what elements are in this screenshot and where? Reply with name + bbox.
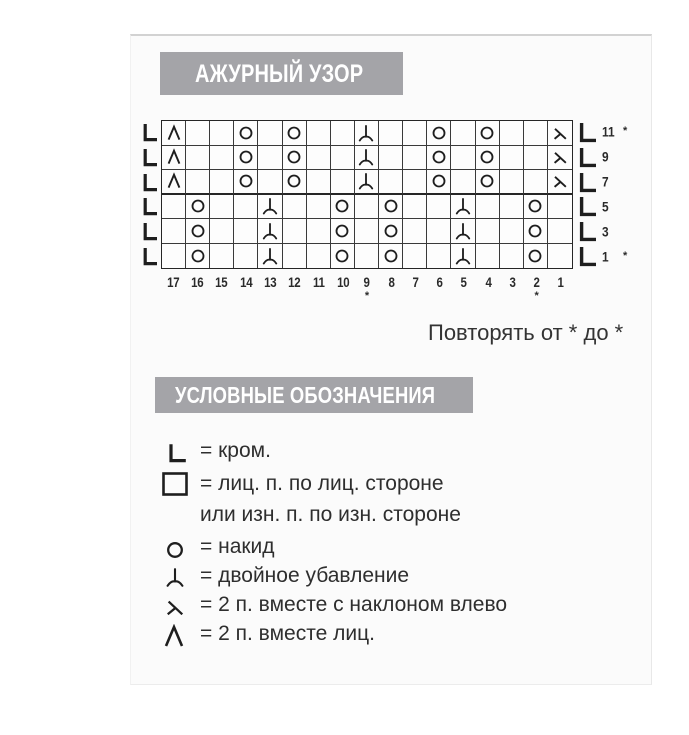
yarn-over-icon — [236, 171, 256, 191]
column-number — [234, 274, 258, 304]
chart-cell — [500, 146, 524, 171]
chart-cell — [186, 121, 210, 146]
chart-cell — [548, 219, 572, 244]
column-number-text: 14 — [239, 275, 252, 290]
yarn-over-icon — [525, 196, 545, 216]
row-label — [578, 120, 648, 145]
column-number — [525, 274, 549, 304]
edge-stitch-icon — [142, 222, 158, 241]
chart-cell — [524, 195, 548, 220]
row-edge-left — [142, 120, 160, 145]
chart-cell — [162, 244, 186, 269]
column-number-text: 11 — [312, 275, 325, 290]
chart-cell — [427, 195, 451, 220]
edge-stitch-icon — [578, 147, 597, 168]
chart-cell — [524, 170, 548, 195]
chart-cell — [403, 121, 427, 146]
ssk-icon — [164, 597, 186, 617]
column-number-text: 13 — [263, 275, 277, 290]
column-number-text: 9 — [363, 275, 371, 290]
double-decrease-icon — [356, 123, 376, 143]
edge-stitch-icon — [142, 173, 158, 192]
legend-title-banner — [155, 377, 473, 413]
chart-cell — [403, 244, 427, 269]
row-number: 3 — [602, 223, 609, 240]
legend-text-k2tog: = 2 п. вместе лиц. — [200, 622, 375, 645]
row-number: 1 — [602, 248, 609, 265]
row-edge-left — [142, 219, 160, 244]
chart-cell — [234, 146, 258, 171]
column-number-text: 2 — [533, 275, 540, 290]
chart-cell — [331, 244, 355, 269]
pattern-title: АЖУРНЫЙ УЗОР — [195, 60, 364, 88]
chart-cell — [476, 219, 500, 244]
column-number — [355, 274, 379, 304]
chart-cell — [548, 121, 572, 146]
chart-cell — [355, 219, 379, 244]
yarn-over-icon — [477, 123, 497, 143]
chart-cell — [548, 146, 572, 171]
yarn-over-icon — [525, 221, 545, 241]
chart-cell — [234, 219, 258, 244]
column-number-text: 4 — [485, 275, 492, 290]
chart-cell — [186, 219, 210, 244]
row-label — [578, 170, 648, 195]
chart-cell — [355, 195, 379, 220]
chart-cell — [186, 170, 210, 195]
chart-cell — [258, 219, 282, 244]
chart-cell — [210, 244, 234, 269]
row-edge-left — [142, 244, 160, 269]
chart-cell — [548, 195, 572, 220]
chart-cell — [355, 121, 379, 146]
column-number-text: 15 — [215, 275, 228, 290]
column-number — [306, 274, 330, 304]
chart-cell — [162, 146, 186, 171]
yarn-over-icon — [429, 171, 449, 191]
chart-cell — [524, 146, 548, 171]
chart-cell — [427, 219, 451, 244]
chart-cell — [283, 121, 307, 146]
column-number — [258, 274, 282, 304]
row-edge-left — [142, 194, 160, 219]
column-numbers — [161, 274, 573, 304]
right-row-labels — [578, 120, 648, 269]
chart-cell — [307, 170, 331, 195]
legend-text-yarn-over: = накид — [200, 535, 275, 558]
legend-text-ssk: = 2 п. вместе с наклоном влево — [200, 593, 508, 616]
yarn-over-icon — [332, 246, 352, 266]
chart-cell — [283, 195, 307, 220]
chart-cell — [307, 121, 331, 146]
chart-cell — [162, 219, 186, 244]
yarn-over-icon — [381, 196, 401, 216]
repeat-star: * — [623, 249, 628, 262]
chart-cell — [210, 146, 234, 171]
chart-cell — [258, 146, 282, 171]
yarn-over-icon — [381, 246, 401, 266]
chart-cell — [403, 195, 427, 220]
chart-cell — [234, 244, 258, 269]
double-decrease-icon — [453, 196, 473, 216]
legend-text-double-decrease: = двойное убавление — [200, 564, 410, 587]
knit-square-icon — [162, 472, 188, 496]
repeat-star: * — [623, 125, 628, 138]
yarn-over-icon — [188, 221, 208, 241]
chart-cell — [331, 219, 355, 244]
chart-cell — [403, 170, 427, 195]
edge-stitch-icon — [578, 172, 597, 193]
column-number-text: 10 — [336, 275, 349, 290]
chart-cell — [403, 146, 427, 171]
chart-cell — [210, 195, 234, 220]
edge-stitch-icon — [142, 123, 158, 142]
chart-cell — [451, 195, 475, 220]
column-number-text: 5 — [460, 275, 467, 290]
chart-cell — [258, 121, 282, 146]
chart-cell — [427, 170, 451, 195]
chart-cell — [379, 219, 403, 244]
chart-cell — [210, 219, 234, 244]
chart-cell — [355, 146, 379, 171]
chart-cell — [379, 244, 403, 269]
chart-cell — [162, 170, 186, 195]
chart-cell — [379, 170, 403, 195]
chart-cell — [524, 121, 548, 146]
chart-cell — [476, 195, 500, 220]
chart-cell — [234, 195, 258, 220]
ssk-icon — [550, 171, 570, 191]
chart-cell — [234, 170, 258, 195]
column-number-text: 1 — [557, 275, 564, 290]
column-number-text: 17 — [166, 275, 180, 290]
double-decrease-icon — [260, 221, 280, 241]
row-label — [578, 194, 648, 219]
column-number — [403, 274, 427, 304]
chart-cell — [427, 121, 451, 146]
row-label — [578, 219, 648, 244]
chart-cell — [162, 195, 186, 220]
double-decrease-icon — [260, 196, 280, 216]
chart-cell — [500, 170, 524, 195]
chart-cell — [331, 121, 355, 146]
legend-title: УСЛОВНЫЕ ОБОЗНАЧЕНИЯ — [175, 382, 436, 408]
yarn-over-icon — [284, 123, 304, 143]
repeat-star: * — [364, 290, 370, 302]
k2tog-icon — [164, 147, 184, 167]
column-number — [476, 274, 500, 304]
column-number — [500, 274, 524, 304]
edge-stitch-icon — [578, 246, 597, 267]
yarn-over-icon — [188, 196, 208, 216]
chart-cell — [186, 195, 210, 220]
chart-cell — [451, 121, 475, 146]
chart-cell — [283, 146, 307, 171]
yarn-over-icon — [236, 123, 256, 143]
yarn-over-icon — [429, 147, 449, 167]
double-decrease-icon — [453, 221, 473, 241]
yarn-over-icon — [165, 540, 185, 560]
row-number: 9 — [602, 148, 609, 165]
column-number — [282, 274, 306, 304]
k2tog-icon — [164, 171, 184, 191]
chart-cell — [186, 244, 210, 269]
chart-cell — [379, 146, 403, 171]
chart-cell — [210, 170, 234, 195]
legend-text-knit: = лиц. п. по лиц. стороне — [200, 472, 444, 495]
chart-cell — [258, 170, 282, 195]
column-number-text: 16 — [191, 275, 204, 290]
chart-cell — [476, 244, 500, 269]
chart-cell — [258, 244, 282, 269]
chart-grid — [161, 120, 573, 269]
yarn-over-icon — [477, 147, 497, 167]
yarn-over-icon — [284, 147, 304, 167]
column-number — [161, 274, 185, 304]
yarn-over-icon — [429, 123, 449, 143]
chart-cell — [307, 146, 331, 171]
chart-cell — [307, 219, 331, 244]
column-number — [428, 274, 452, 304]
chart-cell — [500, 195, 524, 220]
edge-stitch-icon — [578, 196, 597, 217]
chart-cell — [283, 219, 307, 244]
column-number-text: 7 — [412, 275, 419, 290]
chart-cell — [403, 219, 427, 244]
chart-cell — [427, 146, 451, 171]
row-number: 5 — [602, 198, 609, 215]
double-decrease-icon — [356, 147, 376, 167]
chart-cell — [283, 170, 307, 195]
edge-stitch-icon — [142, 148, 158, 167]
chart-cell — [331, 170, 355, 195]
yarn-over-icon — [525, 246, 545, 266]
k2tog-icon — [163, 624, 185, 648]
chart-cell — [427, 244, 451, 269]
chart-cell — [307, 244, 331, 269]
chart-cell — [307, 195, 331, 220]
yarn-over-icon — [188, 246, 208, 266]
column-number — [185, 274, 209, 304]
legend-text-edge-stitch: = кром. — [200, 439, 271, 462]
yarn-over-icon — [236, 147, 256, 167]
edge-stitch-icon — [142, 197, 158, 216]
double-decrease-icon — [164, 567, 186, 588]
chart-cell — [451, 170, 475, 195]
double-decrease-icon — [260, 246, 280, 266]
chart-cell — [476, 121, 500, 146]
chart-cell — [548, 244, 572, 269]
chart-cell — [234, 121, 258, 146]
chart-cell — [524, 244, 548, 269]
chart-cell — [476, 146, 500, 171]
row-label — [578, 244, 648, 269]
column-number-text: 3 — [509, 275, 516, 290]
chart-cell — [210, 121, 234, 146]
column-number — [549, 274, 573, 304]
chart-cell — [476, 170, 500, 195]
column-number — [209, 274, 233, 304]
chart-cell — [500, 219, 524, 244]
column-number-text: 12 — [288, 275, 301, 290]
chart-cell — [451, 244, 475, 269]
column-number-text: 6 — [436, 275, 443, 290]
chart-cell — [379, 121, 403, 146]
chart-cell — [500, 121, 524, 146]
yarn-over-icon — [332, 221, 352, 241]
chart-cell — [162, 121, 186, 146]
chart-cell — [548, 170, 572, 195]
edge-stitch-icon — [578, 221, 597, 242]
chart-cell — [331, 146, 355, 171]
column-number — [379, 274, 403, 304]
double-decrease-icon — [453, 246, 473, 266]
left-edge-labels — [142, 120, 160, 269]
column-number — [331, 274, 355, 304]
repeat-note: Повторять от * до * — [428, 320, 624, 345]
chart-cell — [379, 195, 403, 220]
chart-cell — [258, 195, 282, 220]
yarn-over-icon — [284, 171, 304, 191]
column-number — [452, 274, 476, 304]
yarn-over-icon — [477, 171, 497, 191]
chart-cell — [331, 195, 355, 220]
edge-stitch-icon — [578, 122, 597, 143]
edge-stitch-icon — [167, 443, 187, 463]
yarn-over-icon — [381, 221, 401, 241]
column-number-text: 8 — [388, 275, 395, 290]
chart-cell — [524, 219, 548, 244]
legend-text-knit-line2: или изн. п. по изн. стороне — [200, 503, 461, 526]
repeat-star: * — [534, 290, 539, 302]
row-edge-left — [142, 170, 160, 195]
chart-cell — [451, 146, 475, 171]
chart-cell — [355, 170, 379, 195]
ssk-icon — [550, 147, 570, 167]
chart-cell — [283, 244, 307, 269]
row-edge-left — [142, 145, 160, 170]
pattern-title-banner — [160, 52, 403, 95]
row-label — [578, 145, 648, 170]
row-number: 7 — [602, 173, 609, 190]
chart-cell — [500, 244, 524, 269]
k2tog-icon — [164, 123, 184, 143]
chart-cell — [451, 219, 475, 244]
chart-cell — [355, 244, 379, 269]
ssk-icon — [550, 123, 570, 143]
double-decrease-icon — [356, 171, 376, 191]
row-number: 11 — [602, 124, 615, 141]
edge-stitch-icon — [142, 247, 158, 266]
yarn-over-icon — [332, 196, 352, 216]
chart-cell — [186, 146, 210, 171]
